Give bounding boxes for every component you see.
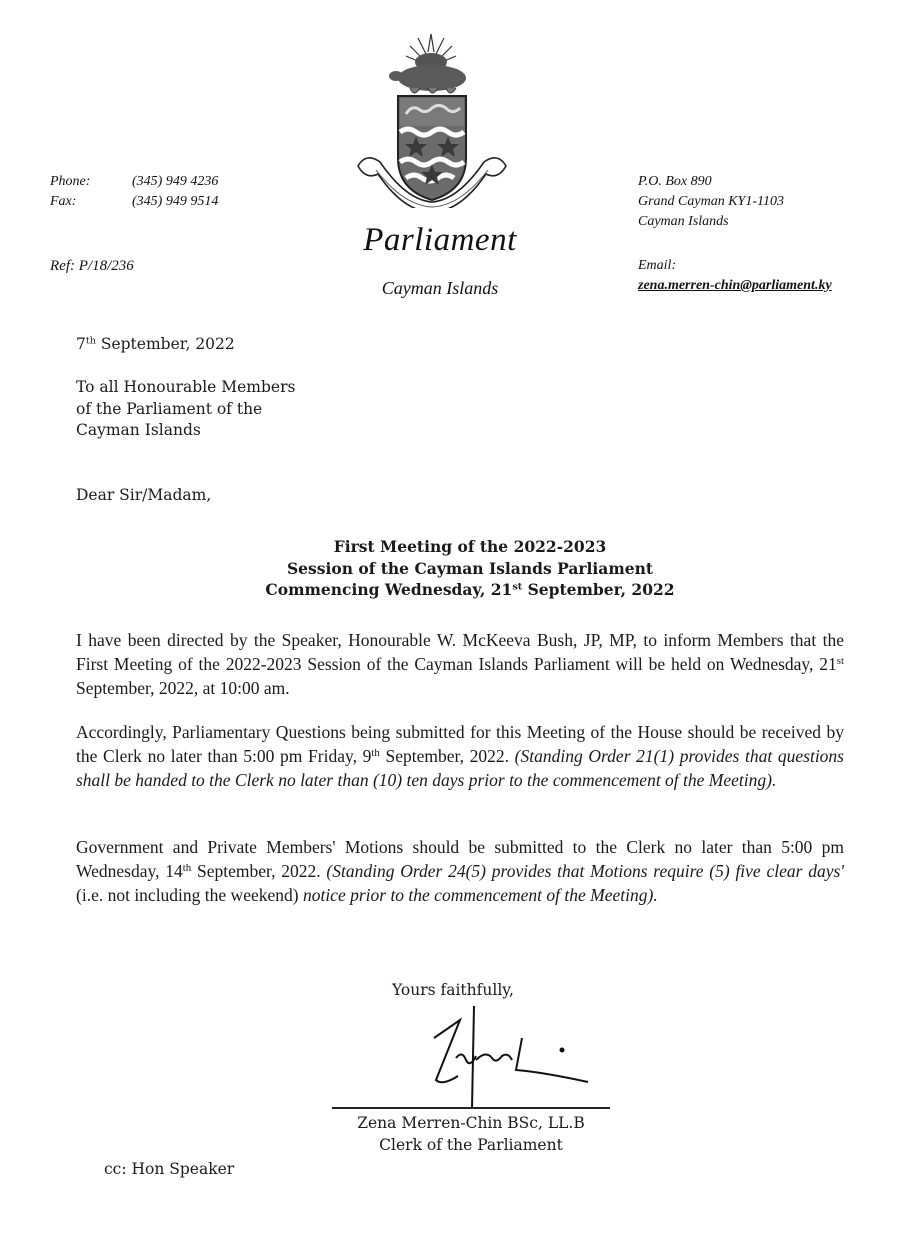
- cc-line: cc: Hon Speaker: [104, 1160, 235, 1178]
- recipient-block: [76, 377, 295, 442]
- paragraph-meeting-notice: I have been directed by the Speaker, Honourable W. McKeeva Bush, JP, MP, to inform Members that the First Meeting of the 2022-2023 Session of the Cayman Islands Parliament will be held on Wednesday, 21st September, 2022, at 10:00 am.: [76, 630, 844, 698]
- subject-heading: [200, 536, 740, 601]
- phone-row: [50, 172, 218, 192]
- signature-line: [332, 1107, 610, 1109]
- address-line-2: Grand Cayman KY1-1103: [638, 194, 784, 209]
- address-line-1: P.O. Box 890: [638, 174, 712, 189]
- letter-date: [76, 334, 235, 356]
- standing-order-note-cont: notice prior to the commencement of the Meeting).: [302, 885, 658, 905]
- letterhead-title: Parliament: [363, 222, 517, 258]
- closing: Yours faithfully,: [392, 981, 514, 999]
- coat-of-arms-icon: [336, 28, 526, 208]
- phone-value: (345) 949 4236: [132, 174, 219, 189]
- date-rest: September, 2022: [95, 335, 235, 353]
- subject-line-1: First Meeting of the 2022-2023: [333, 537, 607, 556]
- recipient-line-2: of the Parliament of the: [76, 399, 263, 418]
- fax-row: [50, 192, 218, 212]
- phone-label: Phone:: [50, 174, 91, 189]
- signatory-name: Zena Merren-Chin BSc, LL.B: [357, 1114, 585, 1132]
- reference-number: Ref: P/18/236: [50, 258, 134, 274]
- fax-label: Fax:: [50, 194, 77, 209]
- standing-order-note: (Standing Order 24(5) provides that Motions require (5) five clear days': [326, 861, 845, 881]
- email-link[interactable]: zena.merren-chin@parliament.ky: [638, 278, 832, 293]
- salutation: Dear Sir/Madam,: [76, 486, 212, 504]
- date-suffix: th: [85, 335, 96, 347]
- email-block: [638, 256, 832, 296]
- letterhead-subtitle: Cayman Islands: [381, 278, 499, 298]
- paragraph-questions-deadline: Accordingly, Parliamentary Questions being submitted for this Meeting of the House should be received by the Clerk no later than 5:00 pm Friday, 9th September, 2022. (Standing Order 21(1) provides that questions shall be handed to the Clerk no later than (10) ten days prior to the commencement of the Meeting).: [76, 722, 844, 790]
- recipient-line-3: Cayman Islands: [76, 421, 201, 439]
- standing-order-note: (Standing Order 21(1) provides that questions shall be handed to the Clerk no later than (10) ten days prior to the commencement of the Meeting).: [76, 746, 844, 790]
- paragraph-motions-deadline: Government and Private Members' Motions should be submitted to the Clerk no later than 5:00 pm Wednesday, 14th September, 2022. (Standing Order 24(5) provides that Motions require (5) five clear days' (i.e. not including the weekend) notice prior to the commencement of the Meeting).: [76, 837, 845, 905]
- signature-icon: [412, 998, 612, 1108]
- fax-value: (345) 949 9514: [132, 194, 219, 209]
- subject-line-2: Session of the Cayman Islands Parliament: [286, 558, 654, 578]
- date-day: 7: [76, 335, 86, 353]
- subject-line-3: Commencing Wednesday, 21st September, 2022: [265, 580, 675, 599]
- address-block: [638, 172, 784, 232]
- signatory-title: Clerk of the Parliament: [379, 1135, 563, 1154]
- address-line-3: Cayman Islands: [638, 214, 729, 229]
- recipient-line-1: To all Honourable Members: [76, 378, 296, 396]
- signatory-block: [332, 1113, 610, 1156]
- email-label: Email:: [638, 258, 677, 273]
- contact-left: [50, 172, 218, 212]
